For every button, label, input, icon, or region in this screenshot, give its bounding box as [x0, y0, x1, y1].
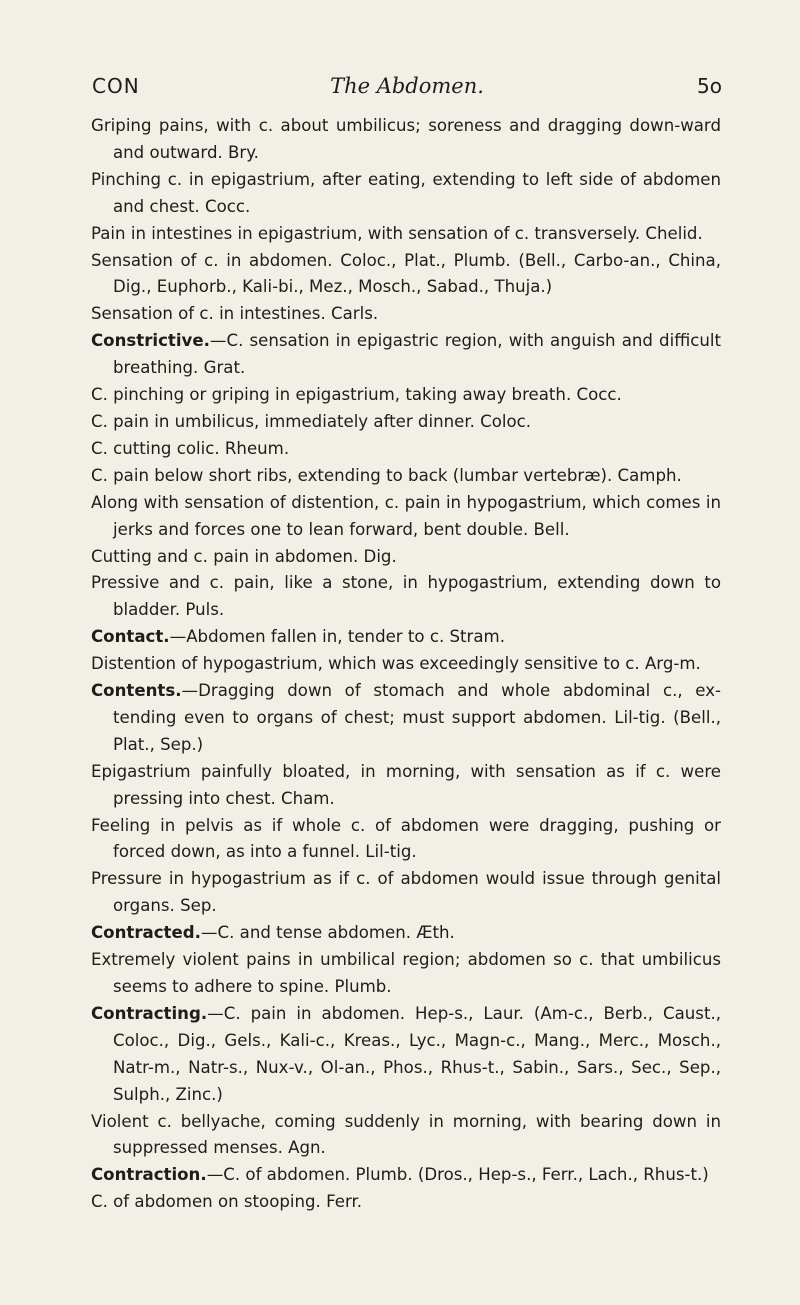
header-title: The Abdomen.	[330, 74, 484, 98]
entry	[91, 490, 721, 544]
entry	[91, 544, 721, 571]
entry-text: C. of abdomen on stooping. Ferr.	[91, 1192, 363, 1212]
entry-text: —Abdomen fallen in, tender to c. Stram.	[169, 627, 505, 647]
rubric-heading: Contracting.	[91, 1003, 208, 1023]
entry	[91, 221, 721, 248]
entry-text: Distention of hypogastrium, which was exceedingly sensitive to c. Arg-m.	[91, 654, 701, 674]
rubric-heading: Contact.	[91, 627, 170, 647]
entry-text: C. pain in umbilicus, immediately after dinner. Coloc.	[91, 411, 532, 431]
entry	[91, 947, 721, 1001]
entry	[91, 382, 721, 409]
rubric-heading: Contraction.	[91, 1165, 207, 1185]
entry-text: Cutting and c. pain in abdomen. Dig.	[91, 546, 397, 566]
entry	[91, 463, 721, 490]
entry-text: —C. sensation in epigastric region, with anguish and difficult breathing. Grat.	[113, 331, 721, 378]
entry	[91, 624, 721, 651]
entry	[91, 436, 721, 463]
entry-text: Extremely violent pains in umbilical region; abdomen so c. that umbilicus seems to adhere to spine. Plumb.	[91, 950, 721, 996]
entry-text: Sensation of c. in intestines. Carls.	[91, 304, 379, 324]
entry-text: —C. of abdomen. Plumb. (Dros., Hep-s., Ferr., Lach., Rhus-t.)	[206, 1165, 709, 1185]
entry-text: —C. and tense abdomen. Æth.	[200, 923, 455, 943]
entry-text: C. pain below short ribs, extending to back (lumbar vertebræ). Camph.	[91, 465, 682, 485]
entry	[91, 570, 721, 624]
entry-text: Sensation of c. in abdomen. Coloc., Plat., Plumb. (Bell., Carbo-an., China, Dig., Euphorb., Kali-bi., Mez., Mosch., Sabad., Thuja.)	[91, 250, 721, 297]
entry	[91, 328, 721, 382]
entry-text: Pressive and c. pain, like a stone, in hypogastrium, extending down to bladder. Puls.	[91, 573, 721, 620]
entry	[91, 1001, 721, 1109]
entry	[91, 1189, 721, 1216]
entry	[91, 167, 721, 221]
entry	[91, 678, 721, 759]
entry-text: C. pinching or griping in epigastrium, taking away breath. Cocc.	[91, 385, 622, 405]
entry-text: Feeling in pelvis as if whole c. of abdomen were dragging, pushing or forced down, as into a funnel. Lil-tig.	[91, 815, 721, 862]
rubric-heading: Constrictive.	[91, 331, 210, 351]
entry	[91, 759, 721, 813]
entry-text: Griping pains, with c. about umbilicus; soreness and dragging down-ward and outward. Bry.	[91, 116, 721, 162]
entry	[91, 1109, 721, 1163]
page-number: 5o	[697, 74, 722, 98]
running-header	[92, 74, 722, 104]
entry	[91, 409, 721, 436]
header-section-label: CON	[92, 74, 140, 98]
entry	[91, 813, 721, 867]
entry-text: —C. pain in abdomen. Hep-s., Laur. (Am-c., Berb., Caust., Coloc., Dig., Gels., Kali-c., Kreas., Lyc., Magn-c., Mang., Merc., Mosch., Natr-m., Natr-s., Nux-v., Ol-an., Phos., Rhus-t., Sabin., Sars., Sec., Sep., Sulph., Zinc.)	[113, 1003, 721, 1104]
entry	[91, 301, 721, 328]
entry-text: Pressure in hypogastrium as if c. of abdomen would issue through genital organs. Sep.	[91, 869, 721, 916]
entry-text: Pain in intestines in epigastrium, with sensation of c. transversely. Chelid.	[91, 223, 703, 243]
entry-text: Violent c. bellyache, coming suddenly in morning, with bearing down in suppressed menses. Agn.	[91, 1111, 721, 1158]
entry-text: —Dragging down of stomach and whole abdominal c., ex-tending even to organs of chest; must support abdomen. Lil-tig. (Bell., Plat., Sep.)	[113, 681, 721, 754]
entry-text: Epigastrium painfully bloated, in morning, with sensation as if c. were pressing into chest. Cham.	[91, 761, 721, 808]
entry	[91, 651, 721, 678]
repertory-text	[91, 113, 721, 1216]
entry	[91, 1162, 721, 1189]
rubric-heading: Contracted.	[91, 923, 201, 943]
entry-text: Along with sensation of distention, c. pain in hypogastrium, which comes in jerks and forces one to lean forward, bent double. Bell.	[91, 492, 721, 539]
entry	[91, 248, 721, 302]
entry-text: C. cutting colic. Rheum.	[91, 438, 290, 458]
entry	[91, 113, 721, 167]
entry	[91, 920, 721, 947]
entry	[91, 866, 721, 920]
entry-text: Pinching c. in epigastrium, after eating, extending to left side of abdomen and chest. Cocc.	[91, 169, 721, 216]
rubric-heading: Contents.	[91, 681, 182, 701]
